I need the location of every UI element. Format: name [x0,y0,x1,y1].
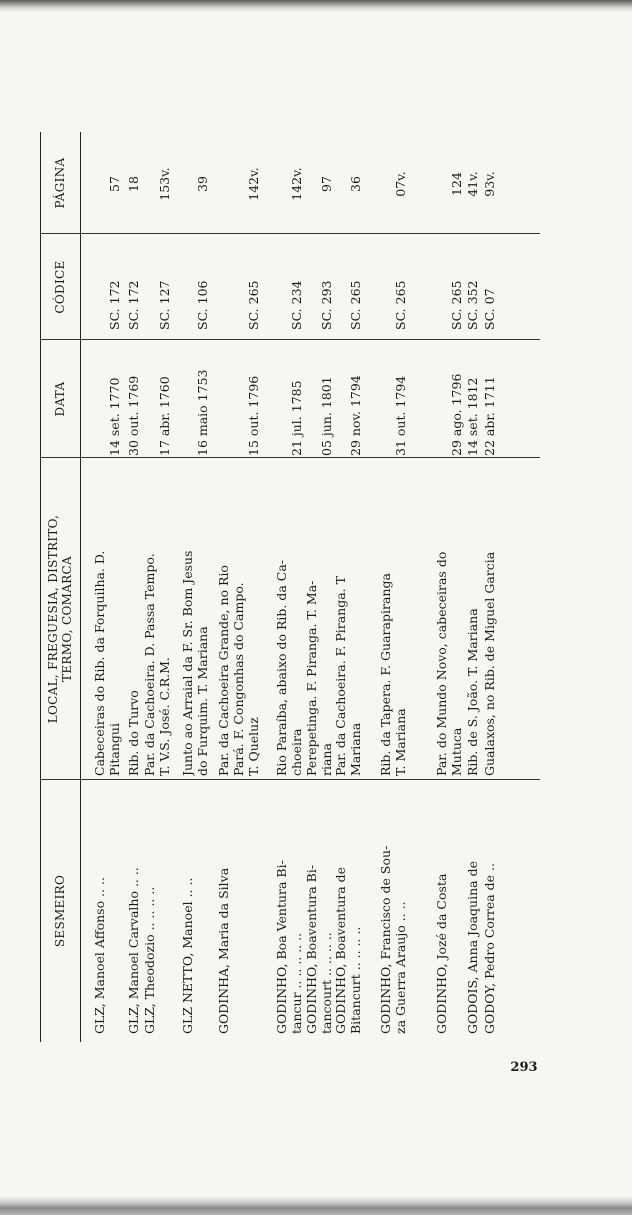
local-cell: Rio Paraíba, abaixo do Rib. da Ca- [274,559,289,776]
local-cell: Mariana [348,722,363,776]
data-cell: 21 jul. 1785 [289,380,304,456]
pagina-cell: 142v. [289,167,304,201]
data-cell: 29 nov. 1794 [348,375,363,456]
sesmeiro-cell: GLZ, Manoel Carvalho .. .. [126,867,141,1034]
codice-cell: SC. 265 [348,280,363,330]
codice-cell: SC. 172 [107,280,122,330]
header-data: DATA [53,381,67,417]
sesmeiro-cell: GODINHO, Boaventura Bi- [304,864,319,1034]
header-sesmeiro: SESMEIRO [53,874,67,948]
header-local: LOCAL, FREGUESIA, DISTRITO, TERMO, COMARCA [46,514,74,724]
data-cell: 05 jun. 1801 [319,376,334,456]
local-cell: choeira [289,728,304,776]
data-cell: 15 out. 1796 [246,375,261,456]
sesmeiro-cell: GODINHO, Boa Ventura Bi- [274,860,289,1034]
sesmeiro-cell: GODINHO, Jozé da Costa [434,873,449,1034]
codice-cell: SC. 293 [319,280,334,330]
header-codice: CÓDICE [53,260,67,314]
local-cell: Par. do Mundo Novo, cabeceiras do [434,551,449,776]
local-cell: Perepetinga. F. Piranga. T. Ma- [304,580,319,776]
pagina-cell: 124 [449,172,464,196]
codice-cell: SC. 265 [449,280,464,330]
local-cell: T. Mariana [393,708,408,776]
codice-cell: SC. 265 [246,280,261,330]
data-cell: 14 set. 1770 [107,377,122,456]
codice-cell: SC. 07 [482,288,497,330]
sesmeiro-cell: tancur .. .. .. .. .. [289,932,304,1034]
local-cell: Rib. da Tapera. F. Guarapiranga [378,573,393,776]
sesmeiro-cell: GLZ, Manoel Affonso .. .. [92,877,107,1034]
data-cell: 22 abr. 1711 [482,376,497,456]
codice-cell: SC. 234 [289,280,304,330]
local-cell: Pitangui [107,723,122,776]
local-cell: T. Queluz [246,717,261,776]
pagina-cell: 39 [195,176,210,192]
page-number: 293 [510,1060,538,1075]
sesmeiro-cell: GLZ, Theodozio .. .. .. .. [142,886,157,1034]
header-top-rule [40,132,41,1042]
header-pagina: PÁGINA [53,157,67,209]
local-cell: riana [319,743,334,776]
sesmarias-table [40,132,540,1042]
pagina-cell: 97 [319,176,334,192]
local-cell: Rib. de S. João. T. Mariana [465,608,480,776]
data-cell: 16 maio 1753 [195,369,210,456]
pagina-cell: 07v. [393,171,408,197]
local-cell: Pará. F. Congonhas do Campo. [231,582,246,776]
pagina-cell: 36 [348,176,363,192]
scan-top-edge [0,0,632,12]
local-cell: T. V.S. José. C.R.M. [157,657,172,776]
pagina-cell: 41v. [465,171,480,197]
data-cell: 29 ago. 1796 [449,373,464,456]
sesmeiro-cell: GLZ NETTO, Manoel .. .. [180,877,195,1034]
column-divider-1 [40,779,540,780]
sesmeiro-cell: GODOY, Pedro Correa de .. [482,863,497,1034]
local-cell: Par. da Cachoeira. F. Piranga. T [333,576,348,776]
sesmeiro-cell: GODINHO, Francisco de Sou- [378,845,393,1034]
local-cell: do Furquim. T. Mariana [195,626,210,776]
pagina-cell: 142v. [246,167,261,201]
local-cell: Rib. do Turvo [126,690,141,776]
pagina-cell: 57 [107,176,122,192]
codice-cell: SC. 265 [393,280,408,330]
codice-cell: SC. 106 [195,280,210,330]
data-cell: 31 out. 1794 [393,375,408,456]
sesmeiro-cell: Bitancurt .. .. .. .. [348,926,363,1034]
sesmeiro-cell: GODINHA, Maria da Silva [216,867,231,1034]
local-cell: Cabeceiras do Rib. da Forquilha. D. [92,550,107,776]
data-cell: 30 out. 1769 [126,375,141,456]
pagina-cell: 18 [126,176,141,192]
local-cell: Mutuca [449,727,464,776]
pagina-cell: 93v. [482,171,497,197]
column-divider-3 [40,339,540,340]
codice-cell: SC. 127 [157,280,172,330]
data-cell: 14 set. 1812 [465,377,480,456]
codice-cell: SC. 172 [126,280,141,330]
scan-bottom-edge [0,1196,632,1215]
local-cell: Junto ao Arraial da F. Sr. Bom Jesus [180,550,195,776]
pagina-cell: 153v. [157,167,172,201]
header-bottom-rule [80,132,81,1042]
local-cell: Par. da Cachoeira Grande, no Rio [216,565,231,776]
local-cell: Gualaxos, no Rib. de Miguel Garcia [482,551,497,776]
sesmeiro-cell: GODOIS, Anna Joaquina de [465,861,480,1034]
codice-cell: SC. 352 [465,280,480,330]
local-cell: Par. da Cachoeira. D. Passa Tempo. [142,553,157,776]
sesmeiro-cell: tancourt .. .. .. .. [319,932,334,1034]
column-divider-2 [40,457,540,458]
sesmeiro-cell: GODINHO, Boaventura de [333,866,348,1034]
sesmeiro-cell: za Guerra Araujo .. .. [393,901,408,1034]
data-cell: 17 abr. 1760 [157,376,172,456]
